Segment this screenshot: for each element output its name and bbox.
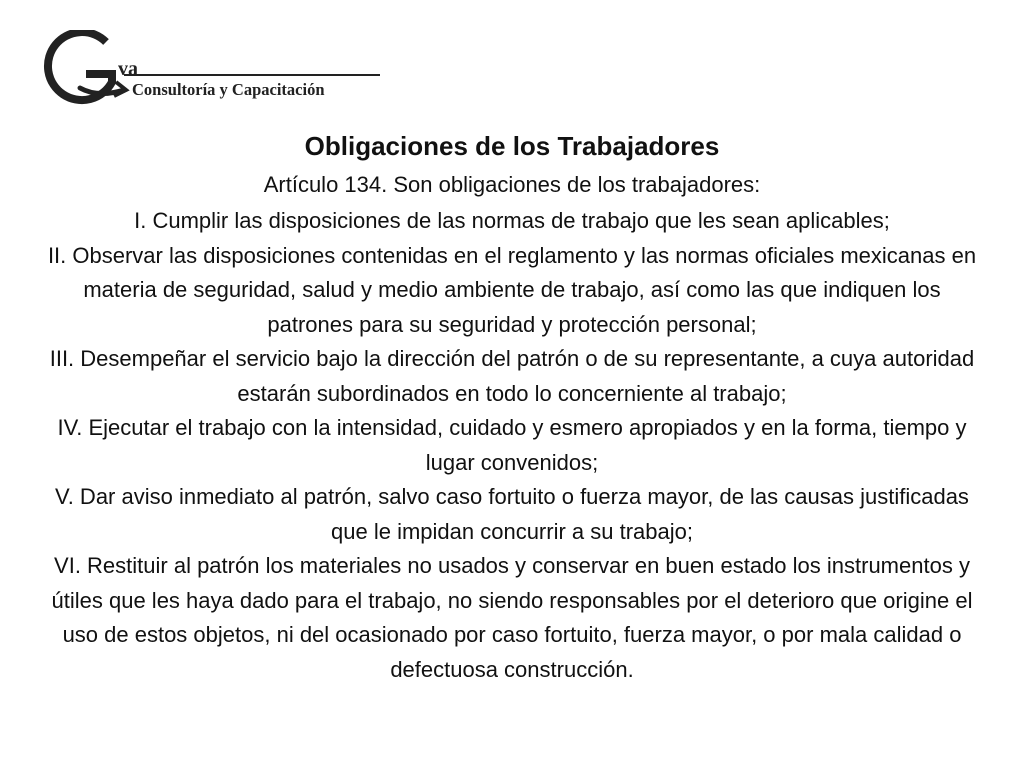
obligation-item-5: V. Dar aviso inmediato al patrón, salvo caso fortuito o fuerza mayor, de las causas justificadas que le impidan concurrir a su trabajo; — [55, 484, 969, 544]
obligations-list — [40, 204, 984, 687]
obligation-item-2: II. Observar las disposiciones contenidas en el reglamento y las normas oficiales mexicanas en materia de seguridad, salud y medio ambiente de trabajo, así como las que indiquen los patrones para su seguridad y protección personal; — [47, 242, 977, 337]
logo-initials: va — [118, 58, 138, 80]
obligation-item-6: VI. Restituir al patrón los materiales no usados y conservar en buen estado los instrumentos y útiles que les haya dado para el trabajo, no siendo responsables por el deterioro que origine el uso de estos objetos, ni del ocasionado por caso fortuito, fuerza mayor, o por mala calidad o defectuosa construcción. — [51, 553, 973, 682]
obligation-item-4: IV. Ejecutar el trabajo con la intensidad, cuidado y esmero apropiados y en la forma, tiempo y lugar convenidos; — [57, 415, 967, 475]
slide-title: Obligaciones de los Trabajadores — [304, 131, 720, 161]
obligation-item-3: III. Desempeñar el servicio bajo la dirección del patrón o de su representante, a cuya autoridad estarán subordinados en todo lo concerniente al trabajo; — [49, 346, 975, 406]
logo-tagline: Consultoría y Capacitación — [132, 80, 325, 99]
slide-content — [40, 128, 984, 687]
obligation-item-1: I. Cumplir las disposiciones de las normas de trabajo que les sean aplicables; — [134, 208, 890, 233]
company-logo — [28, 30, 388, 110]
article-intro: Artículo 134. Son obligaciones de los trabajadores: — [263, 172, 761, 197]
